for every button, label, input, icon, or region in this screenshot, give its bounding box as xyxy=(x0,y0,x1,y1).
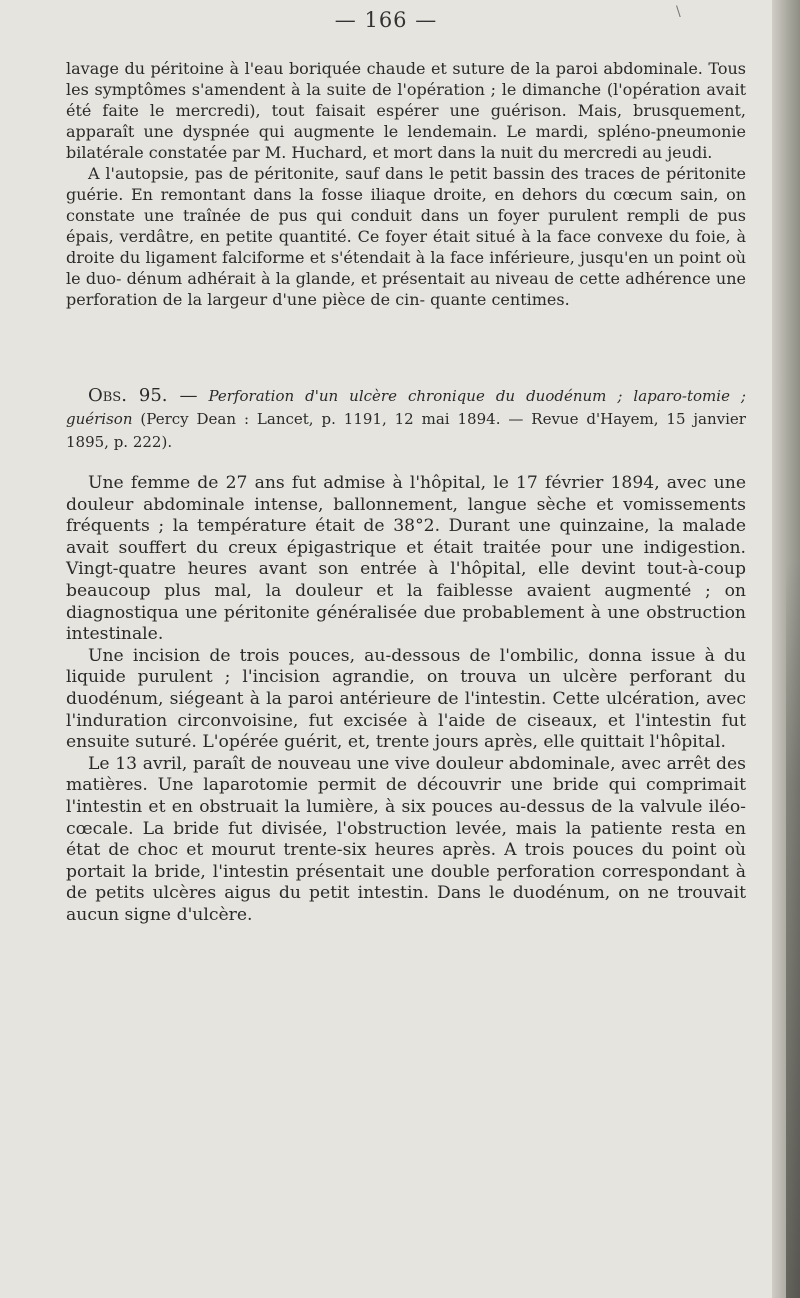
text-line: mercredi), tout faisait espérer une guérison. Mais, brusquement, xyxy=(175,101,747,120)
observation-title: Perforation d'un ulcère chronique du duodénum ; laparo-tomie ; guérison xyxy=(66,387,746,428)
text-line: des traces de péritonite guérie. En remontant dans la fosse xyxy=(66,164,746,204)
page-number: — 166 — xyxy=(334,8,438,32)
text-line: pus épais, verdâtre, en petite quantité. Ce foyer était situé à xyxy=(66,206,747,246)
case-paragraph: Le 13 avril, paraît de nouveau une vive douleur abdominale, avec arrêt des matières. Une laparotomie permit de découvrir une bride qui comprimait l'intestin et en obstruait la lumière, à six pouces au-dessus de la valvule iléo-cœcale. La bride fut divisée, l'obstruction levée, mais la patiente resta en état de choc et mourut trente-six heures après. A trois pouces du point où portait la bride, l'intestin présentait une double perforation correspondant à de petits ulcères aigus du petit intestin. Dans le duodénum, on ne trouvait aucun signe d'ulcère. xyxy=(66,753,746,925)
text-line: la face convexe du foie, à droite du ligament falciforme et xyxy=(66,227,747,267)
margin-mark: \ xyxy=(676,4,681,20)
text-line: s'étendait à la face inférieure, jusqu'en un point où le duo- xyxy=(66,248,747,288)
page-edge-shadow xyxy=(786,560,800,1298)
text-line: dénum adhérait à la glande, et présentait au niveau de cette xyxy=(126,269,620,288)
text-line: adhérence une perforation de la largeur d'une pièce de cin- xyxy=(66,269,746,309)
case-paragraph: Une femme de 27 ans fut admise à l'hôpital, le 17 février 1894, avec une douleur abdominale intense, ballonnement, langue sèche et vomissements fréquents ; la température était de 38°2. Durant une quinzaine, la malade avait souffert du creux épigastrique et était traitée pour une indigestion. Vingt-quatre heures avant son entrée à l'hôpital, elle devint tout-à-coup beaucoup plus mal, la douleur et la faiblesse avaient augmenté ; on diagnostiqua une péritonite généralisée due probablement à une obstruction intestinale. xyxy=(66,473,746,645)
observation-heading xyxy=(66,384,746,454)
text-line: quante centimes. xyxy=(430,290,570,309)
text-line: iliaque droite, en dehors du cœcum sain, on constate une xyxy=(66,185,747,225)
text-line: spléno-pneumonie bilatérale constatée par M. Huchard, et mort xyxy=(66,122,746,162)
intro-paragraph xyxy=(66,58,746,163)
case-paragraph: Une incision de trois pouces, au-dessous de l'ombilic, donna issue à du liquide purulent ; l'incision agrandie, on trouva un ulcère perforant du duodénum, siégeant à la paroi antérieure de l'intestin. Cette ulcération, avec l'induration circonvoisine, fut excisée à l'aide de ciseaux, et l'intestin fut ensuite suturé. L'opérée guérit, et, trente jours après, elle quittait l'hôpital. xyxy=(66,645,746,753)
case-report xyxy=(66,473,746,926)
text-line: A l'autopsie, pas de péritonite, sauf dans le petit bassin xyxy=(88,164,545,183)
text-line: dans la nuit du mercredi au jeudi. xyxy=(437,143,713,162)
text-line: apparaît une dyspnée qui augmente le lendemain. Le mardi, xyxy=(66,122,589,141)
observation-label: Obs. 95. — xyxy=(88,385,198,406)
intro-text xyxy=(66,58,746,310)
observation-source: (Percy Dean : Lancet, p. 1191, 12 mai 1894. — Revue d'Hayem, 15 janvier 1895, p. 222). xyxy=(66,410,746,451)
text-line: paroi abdominale. Tous les symptômes s'amendent à la suite xyxy=(66,59,746,99)
autopsy-paragraph xyxy=(66,163,746,310)
text-line: de l'opération ; le dimanche (l'opération avait été faite le xyxy=(66,80,746,120)
text-line: lavage du péritoine à l'eau boriquée chaude et suture de la xyxy=(66,59,551,78)
text-line: traînée de pus qui conduit dans un foyer purulent rempli de xyxy=(182,206,709,225)
